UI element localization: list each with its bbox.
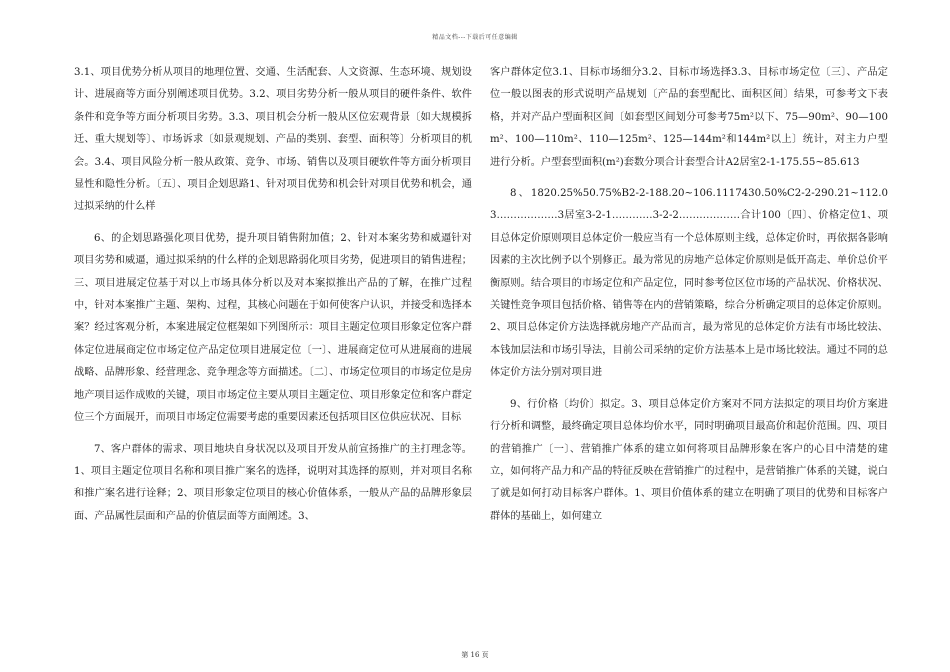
- paragraph: 9、行价格〔均价〕拟定。3、项目总体定价方案对不同方法拟定的项目均价方案进行分析和调整，最终确定项目总体均价水平，同时明确项目最高价和起价范围。四、项目的营销推广〔一〕、营销推广体系的建立如何将项目品牌形象在客户的心目中清楚的建立，如何将产品力和产品的特征反映在营销推广的过程中，是营销推广体系的关键，说白了就是如何打动目标客户群体。1、项目价值体系的建立在明确了项目的优势和目标客户群体的基础上，如何建立: [490, 398, 888, 522]
- paragraph: 8、1820.25%50.75%B2-2-188.20~106.1117430.50%C2-2-290.21~112.03………………3居室3-2-1…………3-2-2………………合计100〔四〕、价格定位1、项目总体定价原则项目总体定价一般应当有一个总体原则主线，总体定价时，再依据各影响因素的主次比例予以个别修正。最为常见的房地产总体定价原则是低开高走、单价总价平衡原则。结合项目的市场定位和产品定位，同时参考位区位市场的产品状况、价格状况、关键性竞争项目包括价格、销售等在内的营销策略，综合分析确定项目的总体定价原则。2、项目总体定价方法选择就房地产产品而言，最为常见的总体定价方法有市场比较法、本钱加层法和市场引导法，目前公司采纳的定价方法基本上是市场比较法。通过不同的总体定价方法分别对项目进: [490, 188, 888, 379]
- page-number: 第 16 页: [461, 651, 489, 659]
- paragraph: 客户群体定位3.1、目标市场细分3.2、目标市场选择3.3、目标市场定位〔三〕、产品定位一般以图表的形式说明产品规划〔产品的套型配比、面积区间〕结果，可参考文下表格，并对产品户型面积区间〔如套型区间划分可参考75m²以下、75—90m²、90—100m²、100—110m²、110—125m²、125—144m²和144m²以上〕统计，对主力户型进行分析。户型套型面积(m²)套数分项合计套型合计A2居室2-1-175.55~85.613: [490, 67, 888, 168]
- left-column: [74, 62, 472, 528]
- paragraph: 6、的企划思路强化项目优势，提升项目销售附加值；2、针对本案劣势和威逼针对项目劣势和威逼，通过拟采纳的什么样的企划思路弱化项目劣势，促进项目的销售进程；三、项目进展定位基于对以上市场具体分析以及对本案拟推出产品的了解，在推广过程中，针对本案推广主题、架构、过程，其核心问题在于如何使客户认识，并接受和选择本案？经过客观分析，本案进展定位框架如下列图所示：项目主题定位项目形象定位客户群体定位进展商定位市场定位产品定位项目进展定位〔一〕、进展商定位可从进展商的进展战略、品牌形象、经营理念、竞争理念等方面描述。〔二〕、市场定位项目的市场定位是房地产项目运作成败的关键，项目市场定位主要从项目主题定位、项目形象定位和客户群定位三个方面展开，而项目市场定位需要考虑的重要因素还包括项目区位供应状况、目标: [74, 232, 472, 424]
- page-header: 精品文档---下载后可任意编辑: [432, 34, 518, 41]
- paragraph: 3.1、项目优势分析从项目的地理位置、交通、生活配套、人文资源、生态环境、规划设计、进展商等方面分别阐述项目优势。3.2、项目劣势分析一般从项目的硬件条件、软件条件和竞争等方面分析项目劣势。3.3、项目机会分析一般从区位宏观背景〔如大规模拆迁、重大规划等〕、市场诉求〔如景观规划、产品的类别、套型、面积等〕分析项目的机会。3.4、项目风险分析一般从政策、竞争、市场、销售以及项目硬软件等方面分析项目显性和隐性分析。〔五〕、项目企划思路1、针对项目优势和机会针对项目优势和机会，通过拟采纳的什么样: [74, 67, 472, 213]
- right-column: [490, 62, 888, 528]
- paragraph: 7、客户群体的需求、项目地块自身状况以及项目开发从前宣扬推广的主打理念等。1、项目主题定位项目名称和项目推广案名的选择，说明对其选择的原则，并对项目名称和推广案名进行诠释；2、项目形象定位项目的核心价值体系，一般从产品的品牌形象层面、产品属性层面和产品的价值层面等方面阐述。3、: [74, 443, 472, 522]
